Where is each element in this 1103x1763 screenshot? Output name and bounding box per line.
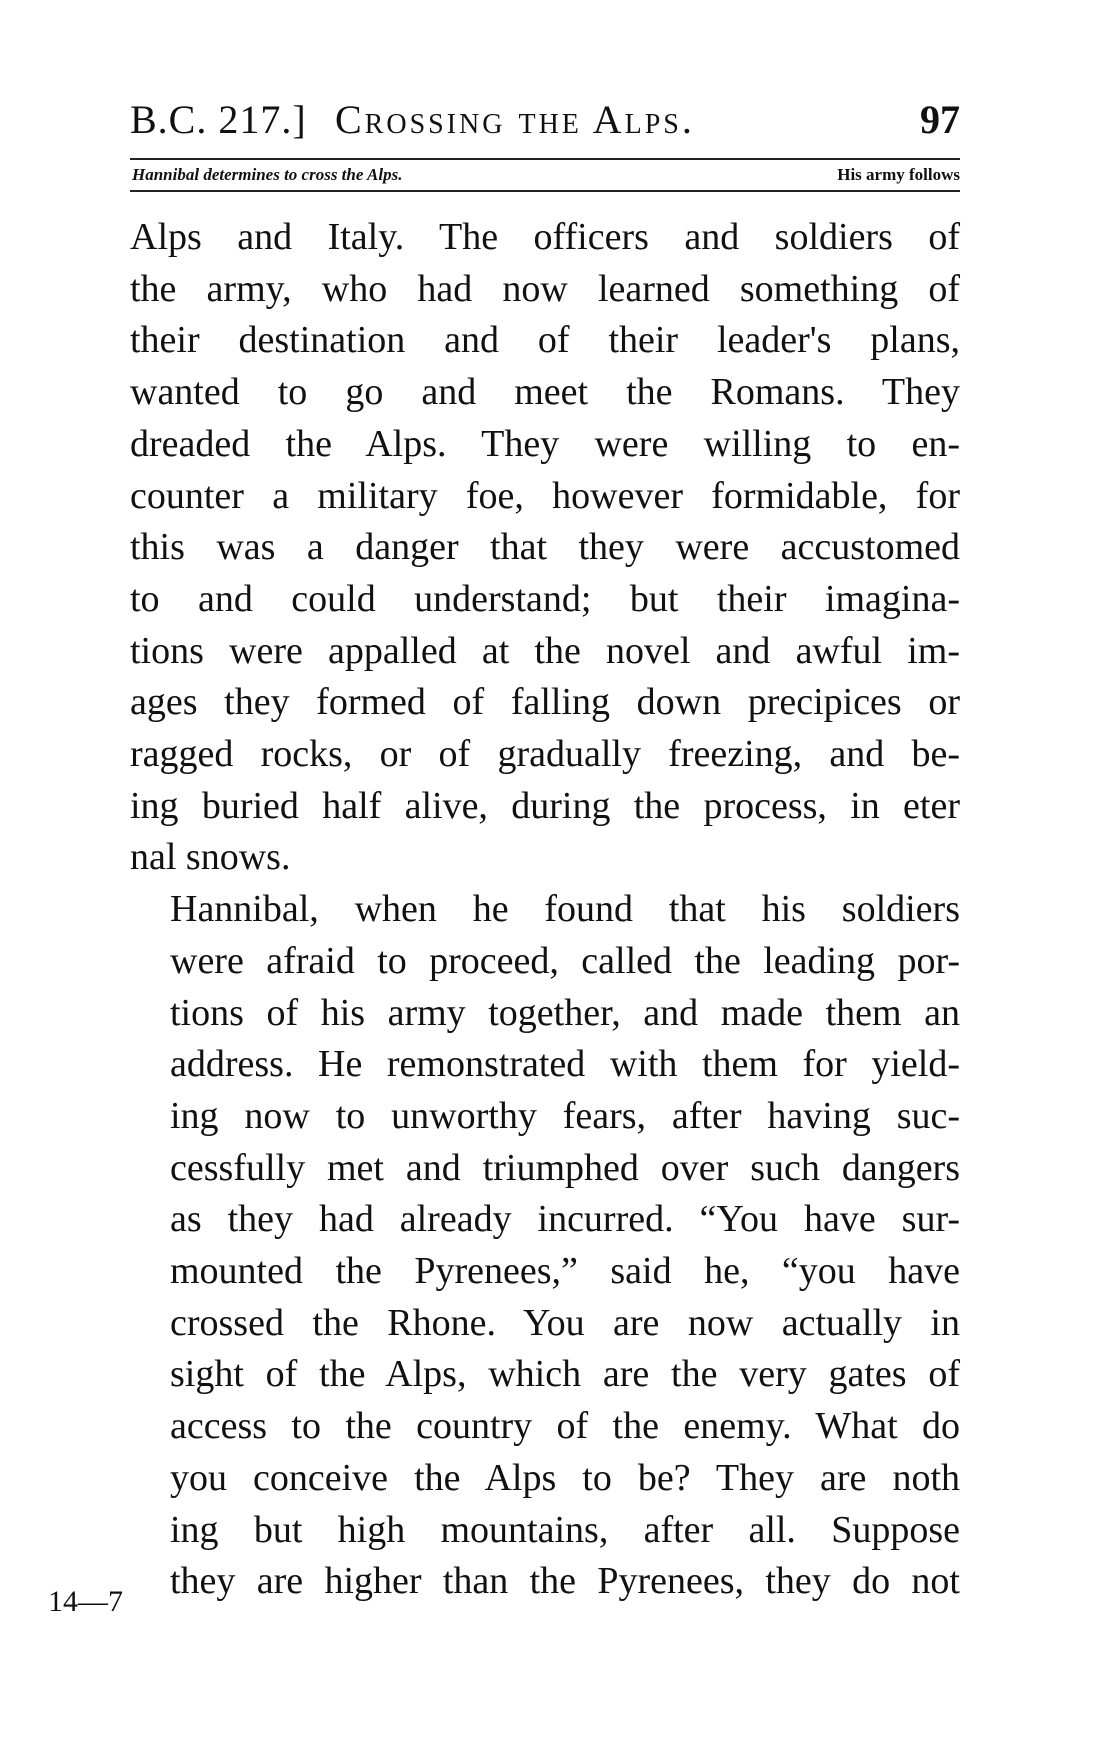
text-line: the army, who had now learned something of (130, 267, 960, 310)
signature-mark: 14—7 (48, 1585, 123, 1618)
sidenotes (130, 160, 960, 190)
header-date: B.C. 217.] (130, 97, 307, 142)
paragraph-1 (130, 212, 960, 884)
text-line: ages they formed of falling down precipices or (130, 681, 960, 724)
text-line: they are higher than the Pyrenees, they do not (170, 1560, 960, 1603)
text-line: sight of the Alps, which are the very gates of (170, 1353, 960, 1396)
text-line: were afraid to proceed, called the leading por- (170, 939, 960, 982)
text-line: access to the country of the enemy. What do (170, 1405, 960, 1448)
text-line: nal snows. (130, 836, 291, 879)
text-line: to and could understand; but their imagina- (130, 577, 960, 620)
text-line: ing buried half alive, during the process, in eter (130, 784, 960, 827)
text-line: Alps and Italy. The officers and soldiers of (130, 216, 960, 258)
sidenote-left: Hannibal determines to cross the Alps. (132, 165, 403, 184)
text-line: address. He remonstrated with them for yield- (170, 1043, 960, 1086)
text-line: crossed the Rhone. You are now actually in (170, 1301, 960, 1344)
text-line: ing now to unworthy fears, after having suc- (170, 1094, 960, 1137)
text-line: Hannibal, when he found that his soldiers (170, 888, 960, 931)
text-line: ing but high mountains, after all. Suppose (170, 1508, 960, 1551)
body-text (130, 212, 960, 1608)
text-line: mounted the Pyrenees,” said he, “you have (170, 1250, 960, 1293)
text-line: you conceive the Alps to be? They are noth (170, 1456, 960, 1499)
text-line: their destination and of their leader's plans, (130, 319, 960, 362)
paragraph-2 (130, 884, 960, 1608)
text-line: as they had already incurred. “You have sur- (170, 1198, 960, 1241)
text-line: dreaded the Alps. They were willing to en- (130, 422, 960, 465)
header-rule-bottom (130, 190, 960, 192)
text-line: counter a military foe, however formidable, for (130, 474, 960, 517)
book-page (130, 90, 960, 1608)
running-head (130, 90, 960, 150)
sidenote-right: His army follows (837, 165, 960, 184)
text-line: ragged rocks, or of gradually freezing, and be- (130, 733, 960, 776)
header-title: Crossing the Alps. (335, 97, 695, 142)
text-line: cessfully met and triumphed over such dangers (170, 1146, 960, 1189)
text-line: tions of his army together, and made them an (170, 991, 960, 1034)
text-line: wanted to go and meet the Romans. They (130, 371, 960, 414)
page-number: 97 (920, 97, 960, 142)
text-line: tions were appalled at the novel and awful im- (130, 629, 960, 672)
text-line: this was a danger that they were accustomed (130, 526, 960, 569)
